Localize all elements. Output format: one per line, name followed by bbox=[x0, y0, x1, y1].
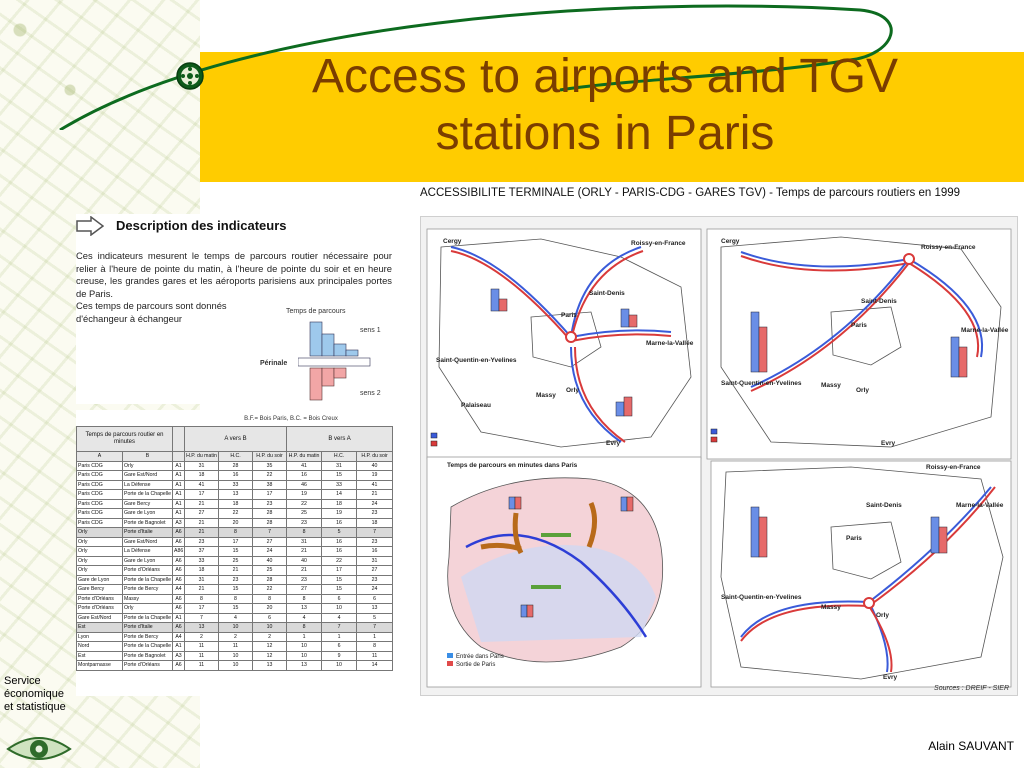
label-paris-1: Paris bbox=[561, 312, 577, 319]
table-cell: 5 bbox=[322, 528, 357, 538]
table-cell: Gare de Lyon bbox=[77, 575, 123, 585]
table-cell: Paris CDG bbox=[77, 490, 123, 500]
table-cell: 19 bbox=[287, 490, 322, 500]
footer-line-2: économique bbox=[4, 688, 64, 700]
table-sub-1: H.P. du matin bbox=[186, 453, 217, 460]
table-cell: 4 bbox=[219, 613, 253, 623]
table-cell: 21 bbox=[357, 490, 393, 500]
table-sub-6: H.P. du soir bbox=[357, 452, 393, 462]
table-cell: Porte de Bagnolet bbox=[123, 518, 173, 528]
label-paris-2: Paris bbox=[851, 322, 867, 329]
figure-heading: ACCESSIBILITE TERMINALE (ORLY - PARIS-CDG - GARES TGV) - Temps de parcours routiers en 1999 bbox=[420, 187, 961, 199]
table-cell: 40 bbox=[253, 556, 287, 566]
table-cell: 20 bbox=[253, 604, 287, 614]
table-cell: A1 bbox=[173, 613, 185, 623]
title-line-1: Access to airports and TGV bbox=[311, 50, 899, 103]
table-row bbox=[77, 623, 393, 633]
table-cell: 11 bbox=[185, 642, 219, 652]
label-marne-3: Marne-la-Vallée bbox=[956, 502, 1004, 509]
table-cell: 23 bbox=[357, 537, 393, 547]
table-cell: 21 bbox=[185, 585, 219, 595]
table-cell: 16 bbox=[219, 471, 253, 481]
table-cell: 23 bbox=[357, 509, 393, 519]
label-evry-2: Evry bbox=[881, 440, 896, 447]
table-row bbox=[77, 518, 393, 528]
table-cell: 40 bbox=[357, 461, 393, 471]
table-cell: 1 bbox=[322, 632, 357, 642]
table-cell: Porte d'Italie bbox=[123, 623, 173, 633]
table-cell: 8 bbox=[287, 623, 322, 633]
table-cell: 2 bbox=[219, 632, 253, 642]
indicators-description bbox=[76, 214, 394, 404]
title-line-2: stations in Paris bbox=[435, 107, 775, 160]
table-cell: 2 bbox=[253, 632, 287, 642]
table-cell: Paris CDG bbox=[77, 518, 123, 528]
label-saint-denis-1: Saint-Denis bbox=[589, 290, 625, 297]
table-cell: 25 bbox=[287, 509, 322, 519]
table-cell: A1 bbox=[173, 490, 185, 500]
label-orly-1: Orly bbox=[566, 387, 580, 394]
label-evry-3: Evry bbox=[883, 674, 898, 681]
travel-time-table bbox=[76, 426, 393, 671]
table-cell: 41 bbox=[287, 461, 322, 471]
table-cell: 24 bbox=[357, 585, 393, 595]
label-saint-denis-3: Saint-Denis bbox=[866, 502, 902, 509]
table-cell: 27 bbox=[185, 509, 219, 519]
table-row bbox=[77, 604, 393, 614]
table-cell: 33 bbox=[219, 480, 253, 490]
table-cell: 16 bbox=[357, 547, 393, 557]
table-cell: 23 bbox=[219, 575, 253, 585]
table-cell: 15 bbox=[219, 604, 253, 614]
table-row bbox=[77, 661, 393, 671]
table-row bbox=[77, 556, 393, 566]
table-cell: A1 bbox=[173, 480, 185, 490]
table-cell: 13 bbox=[287, 661, 322, 671]
label-sqy-2: Saint-Quentin-en-Yvelines bbox=[721, 380, 802, 387]
table-cell: A6 bbox=[173, 556, 185, 566]
table-cell: 11 bbox=[357, 651, 393, 661]
table-cell: 22 bbox=[322, 556, 357, 566]
table-row bbox=[77, 537, 393, 547]
table-row bbox=[77, 642, 393, 652]
table-cell: 21 bbox=[185, 518, 219, 528]
arrow-right-icon bbox=[76, 216, 104, 236]
table-cell: 14 bbox=[322, 490, 357, 500]
table-cell: Gare Est/Nord bbox=[123, 471, 173, 481]
table-cell: 31 bbox=[287, 537, 322, 547]
table-row bbox=[77, 594, 393, 604]
table-cell: Gare de Lyon bbox=[123, 556, 173, 566]
table-sub-4: H.P. du matin bbox=[287, 452, 322, 462]
table-cell: 15 bbox=[219, 547, 253, 557]
table-cell: 1 bbox=[357, 632, 393, 642]
slide-title bbox=[205, 48, 1005, 162]
table-cell: 12 bbox=[253, 651, 287, 661]
table-cell: 17 bbox=[253, 490, 287, 500]
table-cell: 16 bbox=[287, 471, 322, 481]
table-cell: 22 bbox=[253, 471, 287, 481]
table-header-group-1: A vers B bbox=[185, 427, 287, 452]
table-cell: 24 bbox=[357, 499, 393, 509]
label-evry-1: Evry bbox=[606, 440, 621, 447]
table-sub-3: H.P. du soir bbox=[253, 452, 287, 462]
table-cell: 10 bbox=[253, 623, 287, 633]
table-cell: Orly bbox=[77, 556, 123, 566]
table-cell: 33 bbox=[322, 480, 357, 490]
table-cell: 15 bbox=[322, 471, 357, 481]
table-cell: 4 bbox=[322, 613, 357, 623]
table-cell: 25 bbox=[253, 566, 287, 576]
label-massy-3: Massy bbox=[821, 604, 841, 611]
table-cell: 8 bbox=[219, 594, 253, 604]
table-cell: 33 bbox=[185, 556, 219, 566]
table-cell: 13 bbox=[219, 490, 253, 500]
table-row bbox=[77, 480, 393, 490]
table-cell: 17 bbox=[185, 490, 219, 500]
table-cell: Porte de la Chapelle bbox=[124, 491, 172, 498]
table-cell: 8 bbox=[185, 594, 219, 604]
label-sqy-3: Saint-Quentin-en-Yvelines bbox=[721, 594, 802, 601]
table-cell: Porte d'Orléans bbox=[123, 661, 173, 671]
table-cell: 23 bbox=[357, 575, 393, 585]
table-cell: Porte de Bercy bbox=[123, 585, 173, 595]
table-cell: A1 bbox=[173, 461, 185, 471]
table-cell: A4 bbox=[173, 585, 185, 595]
table-cell: Orly bbox=[77, 528, 123, 538]
author-name: Alain SAUVANT bbox=[928, 739, 1014, 753]
table-cell: Gare Est/Nord bbox=[123, 537, 173, 547]
table-cell: 24 bbox=[253, 547, 287, 557]
table-cell: Paris CDG bbox=[77, 461, 123, 471]
label-sqy-1: Saint-Quentin-en-Yvelines bbox=[436, 357, 517, 364]
table-cell: 9 bbox=[322, 651, 357, 661]
table-cell: Orly bbox=[123, 461, 173, 471]
table-cell: 19 bbox=[322, 509, 357, 519]
table-cell: 27 bbox=[253, 537, 287, 547]
table-cell: Orly bbox=[77, 566, 123, 576]
table-cell: A6 bbox=[173, 604, 185, 614]
mini-chart-left-label: Périnale bbox=[260, 360, 288, 367]
table-cell: 21 bbox=[185, 528, 219, 538]
table-cell: 6 bbox=[357, 594, 393, 604]
table-cell: 2 bbox=[185, 632, 219, 642]
table-cell: Porte de la Chapelle bbox=[124, 643, 172, 650]
table-cell: Orly bbox=[123, 604, 173, 614]
indicators-paragraph-2: Ces temps de parcours sont donnés d'échangeur à échangeur bbox=[76, 300, 227, 324]
table-row bbox=[77, 585, 393, 595]
table-cell: 13 bbox=[253, 661, 287, 671]
table-cell: 22 bbox=[253, 585, 287, 595]
legend-entry-out: Sortie de Paris bbox=[456, 662, 496, 668]
table-cell: Gare Bercy bbox=[123, 499, 173, 509]
table-cell: 16 bbox=[322, 547, 357, 557]
label-massy-1: Massy bbox=[536, 392, 556, 399]
table-cell: 41 bbox=[185, 480, 219, 490]
label-roissy-3: Roissy-en-France bbox=[926, 464, 981, 471]
table-cell: 15 bbox=[219, 585, 253, 595]
label-marne-2: Marne-la-Vallée bbox=[961, 327, 1009, 334]
table-cell: 16 bbox=[322, 518, 357, 528]
table-row bbox=[77, 509, 393, 519]
table-cell: 28 bbox=[253, 509, 287, 519]
table-cell: 11 bbox=[185, 661, 219, 671]
table-cell: Orly bbox=[77, 547, 123, 557]
table-cell: A1 bbox=[173, 499, 185, 509]
table-cell: 7 bbox=[253, 528, 287, 538]
table-cell: Porte d'Orléans bbox=[77, 604, 123, 614]
table-cell: 6 bbox=[253, 613, 287, 623]
table-cell: A4 bbox=[173, 632, 185, 642]
table-cell: 21 bbox=[219, 566, 253, 576]
table-cell: 13 bbox=[357, 604, 393, 614]
table-row bbox=[77, 499, 393, 509]
table-cell: 17 bbox=[185, 604, 219, 614]
table-cell: Nord bbox=[77, 642, 123, 652]
table-cell: 4 bbox=[287, 613, 322, 623]
table-cell: 15 bbox=[322, 585, 357, 595]
table-cell: Porte de la Chapelle bbox=[124, 614, 172, 621]
footer-line-1: Service bbox=[4, 675, 41, 687]
table-cell: A6 bbox=[173, 661, 185, 671]
bullet-icon bbox=[176, 62, 204, 90]
table-cell: 31 bbox=[185, 461, 219, 471]
eye-logo-icon bbox=[4, 727, 74, 767]
table-row bbox=[77, 566, 393, 576]
table-cell: Paris CDG bbox=[77, 499, 123, 509]
label-roissy-1: Roissy-en-France bbox=[631, 240, 686, 247]
table-cell: 5 bbox=[357, 613, 393, 623]
table-row bbox=[77, 471, 393, 481]
table-sub-2: H.C. bbox=[219, 452, 253, 462]
table-cell: 31 bbox=[185, 575, 219, 585]
table-cell: 23 bbox=[287, 575, 322, 585]
table-cell: 38 bbox=[253, 480, 287, 490]
table-cell: A1 bbox=[173, 509, 185, 519]
table-cell: 8 bbox=[219, 528, 253, 538]
table-cell: 25 bbox=[219, 556, 253, 566]
table-cell: 6 bbox=[322, 594, 357, 604]
table-cell: Massy bbox=[123, 594, 173, 604]
table-row bbox=[77, 632, 393, 642]
table-cell: 15 bbox=[322, 575, 357, 585]
table-cell: 31 bbox=[322, 461, 357, 471]
mini-chart-label-bottom: sens 2 bbox=[360, 390, 381, 397]
table-cell: 10 bbox=[287, 651, 322, 661]
table-cell: 7 bbox=[322, 623, 357, 633]
table-cell: 21 bbox=[287, 547, 322, 557]
table-header-blank bbox=[173, 427, 185, 452]
mini-chart-caption: Temps de parcours bbox=[286, 308, 346, 315]
table-cell: La Défense bbox=[123, 547, 173, 557]
maps-figure bbox=[420, 216, 1018, 696]
table-header-title: Temps de parcours routier en minutes bbox=[77, 427, 173, 452]
table-cell: 17 bbox=[322, 566, 357, 576]
table-cell: 13 bbox=[185, 623, 219, 633]
table-cell: 10 bbox=[322, 661, 357, 671]
table-cell: 28 bbox=[219, 461, 253, 471]
table-cell: 19 bbox=[357, 471, 393, 481]
table-cell: A6 bbox=[173, 623, 185, 633]
label-cergy-1: Cergy bbox=[443, 238, 462, 245]
table-cell: 21 bbox=[185, 499, 219, 509]
table-cell: Paris CDG bbox=[77, 471, 123, 481]
label-orly-3: Orly bbox=[876, 612, 890, 619]
mini-bar-chart bbox=[298, 320, 382, 402]
table-cell: Gare de Lyon bbox=[123, 509, 173, 519]
table-cell: 18 bbox=[322, 499, 357, 509]
label-massy-2: Massy bbox=[821, 382, 841, 389]
table-cell: Paris CDG bbox=[77, 509, 123, 519]
table-row bbox=[77, 613, 393, 623]
table-cell: 7 bbox=[357, 623, 393, 633]
table-cell: 37 bbox=[185, 547, 219, 557]
table-cell: 22 bbox=[219, 509, 253, 519]
table-cell: 40 bbox=[287, 556, 322, 566]
table-cell: 10 bbox=[219, 661, 253, 671]
footer-line-3: et statistique bbox=[4, 701, 66, 713]
table-cell: Orly bbox=[77, 537, 123, 547]
table-cell: 17 bbox=[219, 537, 253, 547]
label-saint-denis-2: Saint-Denis bbox=[861, 298, 897, 305]
table-cell: 7 bbox=[185, 613, 219, 623]
table-cell: La Défense bbox=[123, 480, 173, 490]
table-cell: A86 bbox=[174, 548, 184, 555]
indicators-paragraph-1: Ces indicateurs mesurent le temps de parcours routier nécessaire pour relier à l'heure de pointe du matin, à l'heure de pointe du soir et en heure creuse, les grandes gares et les aéroports parisiens aux principales portes de Paris. bbox=[76, 250, 392, 299]
accessibility-maps bbox=[421, 217, 1017, 695]
table-cell: Montparnasse bbox=[77, 661, 123, 671]
table-cell: 22 bbox=[287, 499, 322, 509]
table-sub-5: H.C. bbox=[322, 452, 357, 462]
table-cell: 27 bbox=[357, 566, 393, 576]
table-cell: 18 bbox=[185, 566, 219, 576]
table-cell: 20 bbox=[219, 518, 253, 528]
table-col-a: A bbox=[77, 452, 123, 462]
label-paris-3: Paris bbox=[846, 535, 862, 542]
table-cell: Gare Est/Nord bbox=[77, 613, 123, 623]
indicators-heading: Description des indicateurs bbox=[116, 218, 287, 233]
table-row bbox=[77, 651, 393, 661]
table-cell: 18 bbox=[185, 471, 219, 481]
label-marne-1: Marne-la-Vallée bbox=[646, 340, 694, 347]
inset-title: Temps de parcours en minutes dans Paris bbox=[447, 462, 578, 469]
label-roissy-2: Roissy-en-France bbox=[921, 244, 976, 251]
table-cell: Porte d'Italie bbox=[123, 528, 173, 538]
table-header-group-2: B vers A bbox=[287, 427, 393, 452]
table-cell: 8 bbox=[253, 594, 287, 604]
table-cell: A6 bbox=[173, 575, 185, 585]
table-cell: Porte de la Chapelle bbox=[124, 576, 172, 583]
table-col-b: B bbox=[123, 452, 173, 462]
table-cell: 10 bbox=[322, 604, 357, 614]
table-cell: A3 bbox=[173, 518, 185, 528]
table-cell: Porte de Bagnolet bbox=[123, 651, 173, 661]
table-cell: 28 bbox=[253, 575, 287, 585]
table-cell: 12 bbox=[253, 642, 287, 652]
table-cell: 13 bbox=[287, 604, 322, 614]
table-cell: 14 bbox=[357, 661, 393, 671]
table-cell: Paris CDG bbox=[77, 480, 123, 490]
table-cell: 18 bbox=[219, 499, 253, 509]
table-row bbox=[77, 528, 393, 538]
label-cergy-2: Cergy bbox=[721, 238, 740, 245]
table-cell: 10 bbox=[287, 642, 322, 652]
table-row bbox=[77, 461, 393, 471]
table-note: B.F.= Bois Paris, B.C. = Bois Creux bbox=[244, 416, 338, 422]
table-cell: 23 bbox=[287, 518, 322, 528]
table-cell: Lyon bbox=[77, 632, 123, 642]
label-orly-2: Orly bbox=[856, 387, 870, 394]
table-row bbox=[77, 575, 393, 585]
table-cell: A6 bbox=[173, 566, 185, 576]
table-cell: 1 bbox=[287, 632, 322, 642]
table-cell: 10 bbox=[219, 623, 253, 633]
table-cell: 16 bbox=[322, 537, 357, 547]
table-row bbox=[77, 490, 393, 500]
table-cell: 8 bbox=[287, 528, 322, 538]
table-cell: A6 bbox=[173, 528, 185, 538]
table-cell: 10 bbox=[219, 651, 253, 661]
table-cell: 28 bbox=[253, 518, 287, 528]
table-col-road bbox=[173, 452, 185, 462]
table-cell: 31 bbox=[357, 556, 393, 566]
table-cell: A6 bbox=[173, 537, 185, 547]
table-cell: 8 bbox=[287, 594, 322, 604]
legend-entry-in: Entrée dans Paris bbox=[456, 654, 504, 660]
table-cell: A1 bbox=[173, 642, 185, 652]
table-cell: 11 bbox=[219, 642, 253, 652]
table-cell: Porte d'Orléans bbox=[123, 566, 173, 576]
label-palaiseau-1: Palaiseau bbox=[461, 402, 491, 409]
travel-time-table-panel bbox=[76, 410, 394, 696]
table-cell: A1 bbox=[173, 471, 185, 481]
source-note: Sources : DREIF - SIER bbox=[934, 685, 1009, 692]
table-cell: 27 bbox=[287, 585, 322, 595]
table-cell: 46 bbox=[287, 480, 322, 490]
table-cell: 41 bbox=[357, 480, 393, 490]
table-cell: Est bbox=[77, 651, 123, 661]
table-cell: 6 bbox=[322, 642, 357, 652]
table-cell: 21 bbox=[287, 566, 322, 576]
table-cell: A6 bbox=[173, 594, 185, 604]
footer-organisation bbox=[4, 675, 66, 714]
table-cell: 23 bbox=[185, 537, 219, 547]
table-cell: Est bbox=[77, 623, 123, 633]
table-cell: 35 bbox=[253, 461, 287, 471]
table-cell: 18 bbox=[357, 518, 393, 528]
table-cell: Porte de Bercy bbox=[123, 632, 173, 642]
table-row bbox=[77, 547, 393, 557]
table-cell: 11 bbox=[185, 651, 219, 661]
table-cell: A3 bbox=[173, 651, 185, 661]
table-cell: 7 bbox=[357, 528, 393, 538]
table-cell: 23 bbox=[253, 499, 287, 509]
table-cell: 8 bbox=[357, 642, 393, 652]
table-cell: Gare Bercy bbox=[77, 585, 123, 595]
inset-paris-map bbox=[447, 478, 663, 666]
mini-chart-label-top: sens 1 bbox=[360, 327, 381, 334]
table-cell: Porte d'Orléans bbox=[77, 594, 123, 604]
